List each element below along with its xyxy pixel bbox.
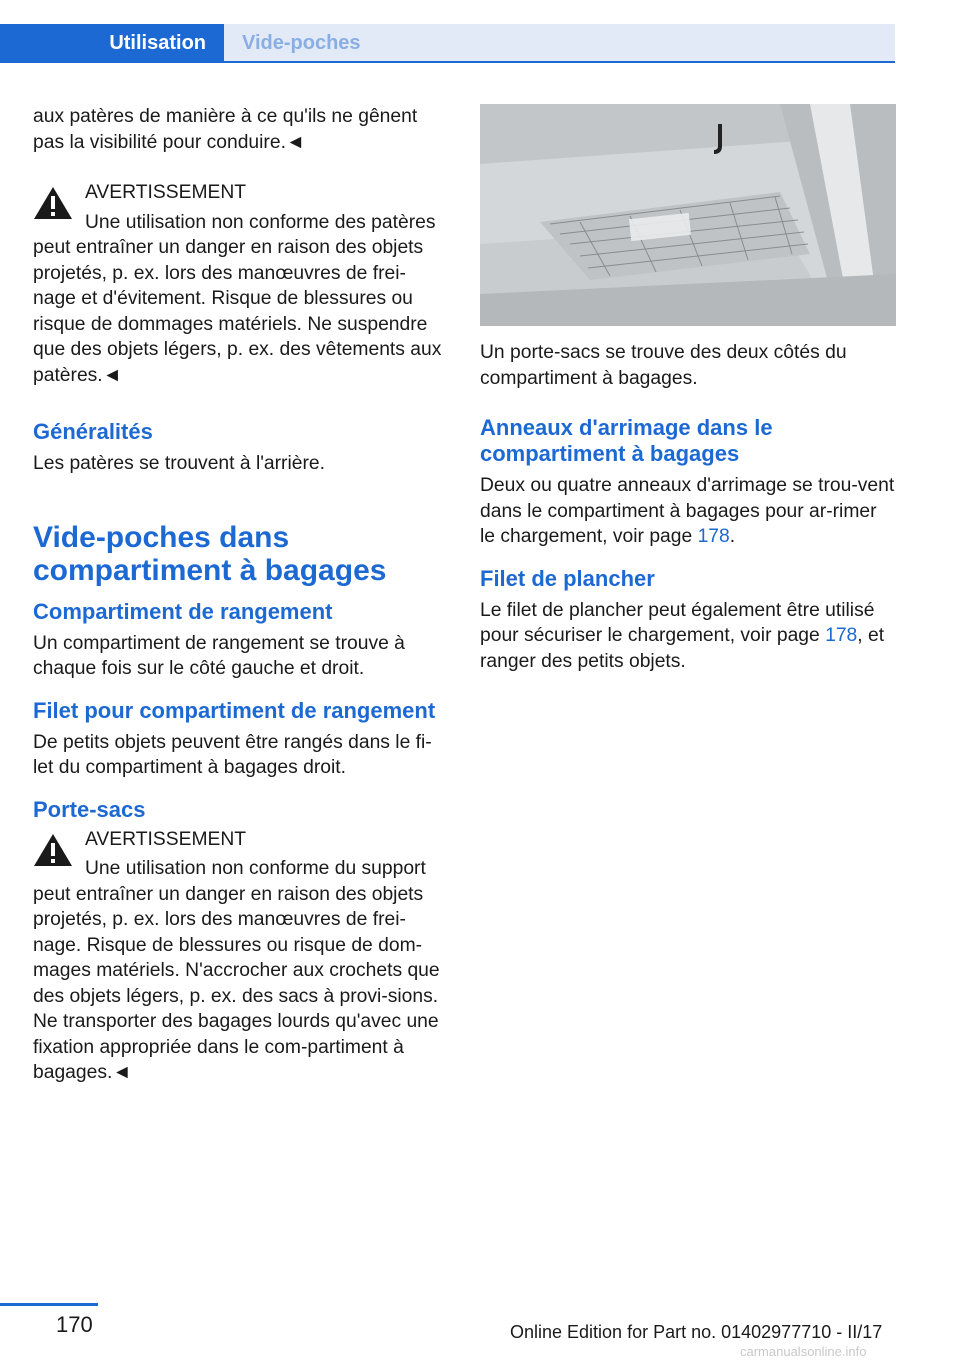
tab-vide-poches[interactable] bbox=[224, 24, 895, 62]
generalites-text: Les patères se trouvent à l'arrière. bbox=[33, 453, 325, 474]
photo-caption: Un porte-sacs se trouve des deux côtés du compartiment à bagages. bbox=[480, 342, 847, 389]
warning-title: AVERTISSEMENT bbox=[85, 828, 247, 850]
warning-block-1 bbox=[33, 178, 448, 388]
tab-vide-poches-label: Vide-poches bbox=[242, 31, 361, 54]
header-divider bbox=[0, 61, 895, 63]
trunk-photo bbox=[480, 104, 896, 326]
right-column bbox=[480, 104, 896, 674]
page-link-178[interactable]: 178 bbox=[697, 526, 730, 547]
section-heading: Vide-poches dans compartiment à bagages bbox=[33, 520, 387, 587]
plancher-text: Le filet de plancher peut également être utilisé pour sécuriser le chargement, voir page 178, et ranger des petits objets. bbox=[480, 599, 885, 672]
page-link-178[interactable]: 178 bbox=[825, 625, 858, 646]
intro-text: aux patères de manière à ce qu'ils ne gênent pas la visibilité pour conduire.◄ bbox=[33, 106, 418, 153]
heading-generalites: Généralités bbox=[33, 419, 153, 444]
warning-triangle-icon bbox=[33, 833, 73, 867]
heading-porte-sacs: Porte-sacs bbox=[33, 796, 146, 822]
left-column bbox=[33, 104, 448, 1086]
warning-text: peut entraîner un danger en raison des objets projetés, p. ex. lors des manœuvres de frei-nage et d'évitement. Risque de blessures ou risque de dommages matériels. Ne suspendre que des objets légers, p. ex. des vêtements aux patères.◄ bbox=[33, 237, 442, 386]
warning-title: AVERTISSEMENT bbox=[85, 182, 247, 203]
warning-first-line: Une utilisation non conforme du support bbox=[85, 858, 426, 879]
heading-plancher: Filet de plancher bbox=[480, 565, 655, 591]
heading-anneaux: Anneaux d'arrimage dans le compartiment à bagages bbox=[480, 415, 773, 466]
warning-text: peut entraîner un danger en raison des objets projetés, p. ex. lors des manœuvres de frei-nage. Risque de blessures ou risque de dom-mages matériels. N'accrocher aux crochets que des objets légers, p. ex. des sacs à provi-sions. Ne transporter des bagages lourds qu'avec une fixation appropriée dans le com-partiment à bagages.◄ bbox=[33, 883, 440, 1083]
filet-text: De petits objets peuvent être rangés dans le fi-let du compartiment à bagages droit. bbox=[33, 731, 432, 778]
anneaux-text: Deux ou quatre anneaux d'arrimage se trou-vent dans le compartiment à bagages pour ar-rimer le chargement, voir page 178. bbox=[480, 475, 895, 547]
edition-text: Online Edition for Part no. 01402977710 - II/17 bbox=[510, 1322, 883, 1342]
page-number-rule bbox=[0, 1303, 98, 1306]
watermark: carmanualsonline.info bbox=[740, 1344, 867, 1359]
tab-utilisation[interactable] bbox=[0, 24, 224, 62]
page-number: 170 bbox=[56, 1312, 93, 1337]
compartiment-text: Un compartiment de rangement se trouve à chaque fois sur le côté gauche et droit. bbox=[33, 632, 405, 679]
header-bar bbox=[0, 0, 960, 64]
warning-first-line: Une utilisation non conforme des patères bbox=[85, 211, 436, 233]
tab-utilisation-label: Utilisation bbox=[109, 31, 206, 54]
warning-triangle-icon bbox=[33, 186, 73, 220]
heading-filet: Filet pour compartiment de rangement bbox=[33, 697, 436, 723]
warning-block-2 bbox=[33, 825, 448, 1086]
heading-compartiment: Compartiment de rangement bbox=[33, 598, 333, 624]
